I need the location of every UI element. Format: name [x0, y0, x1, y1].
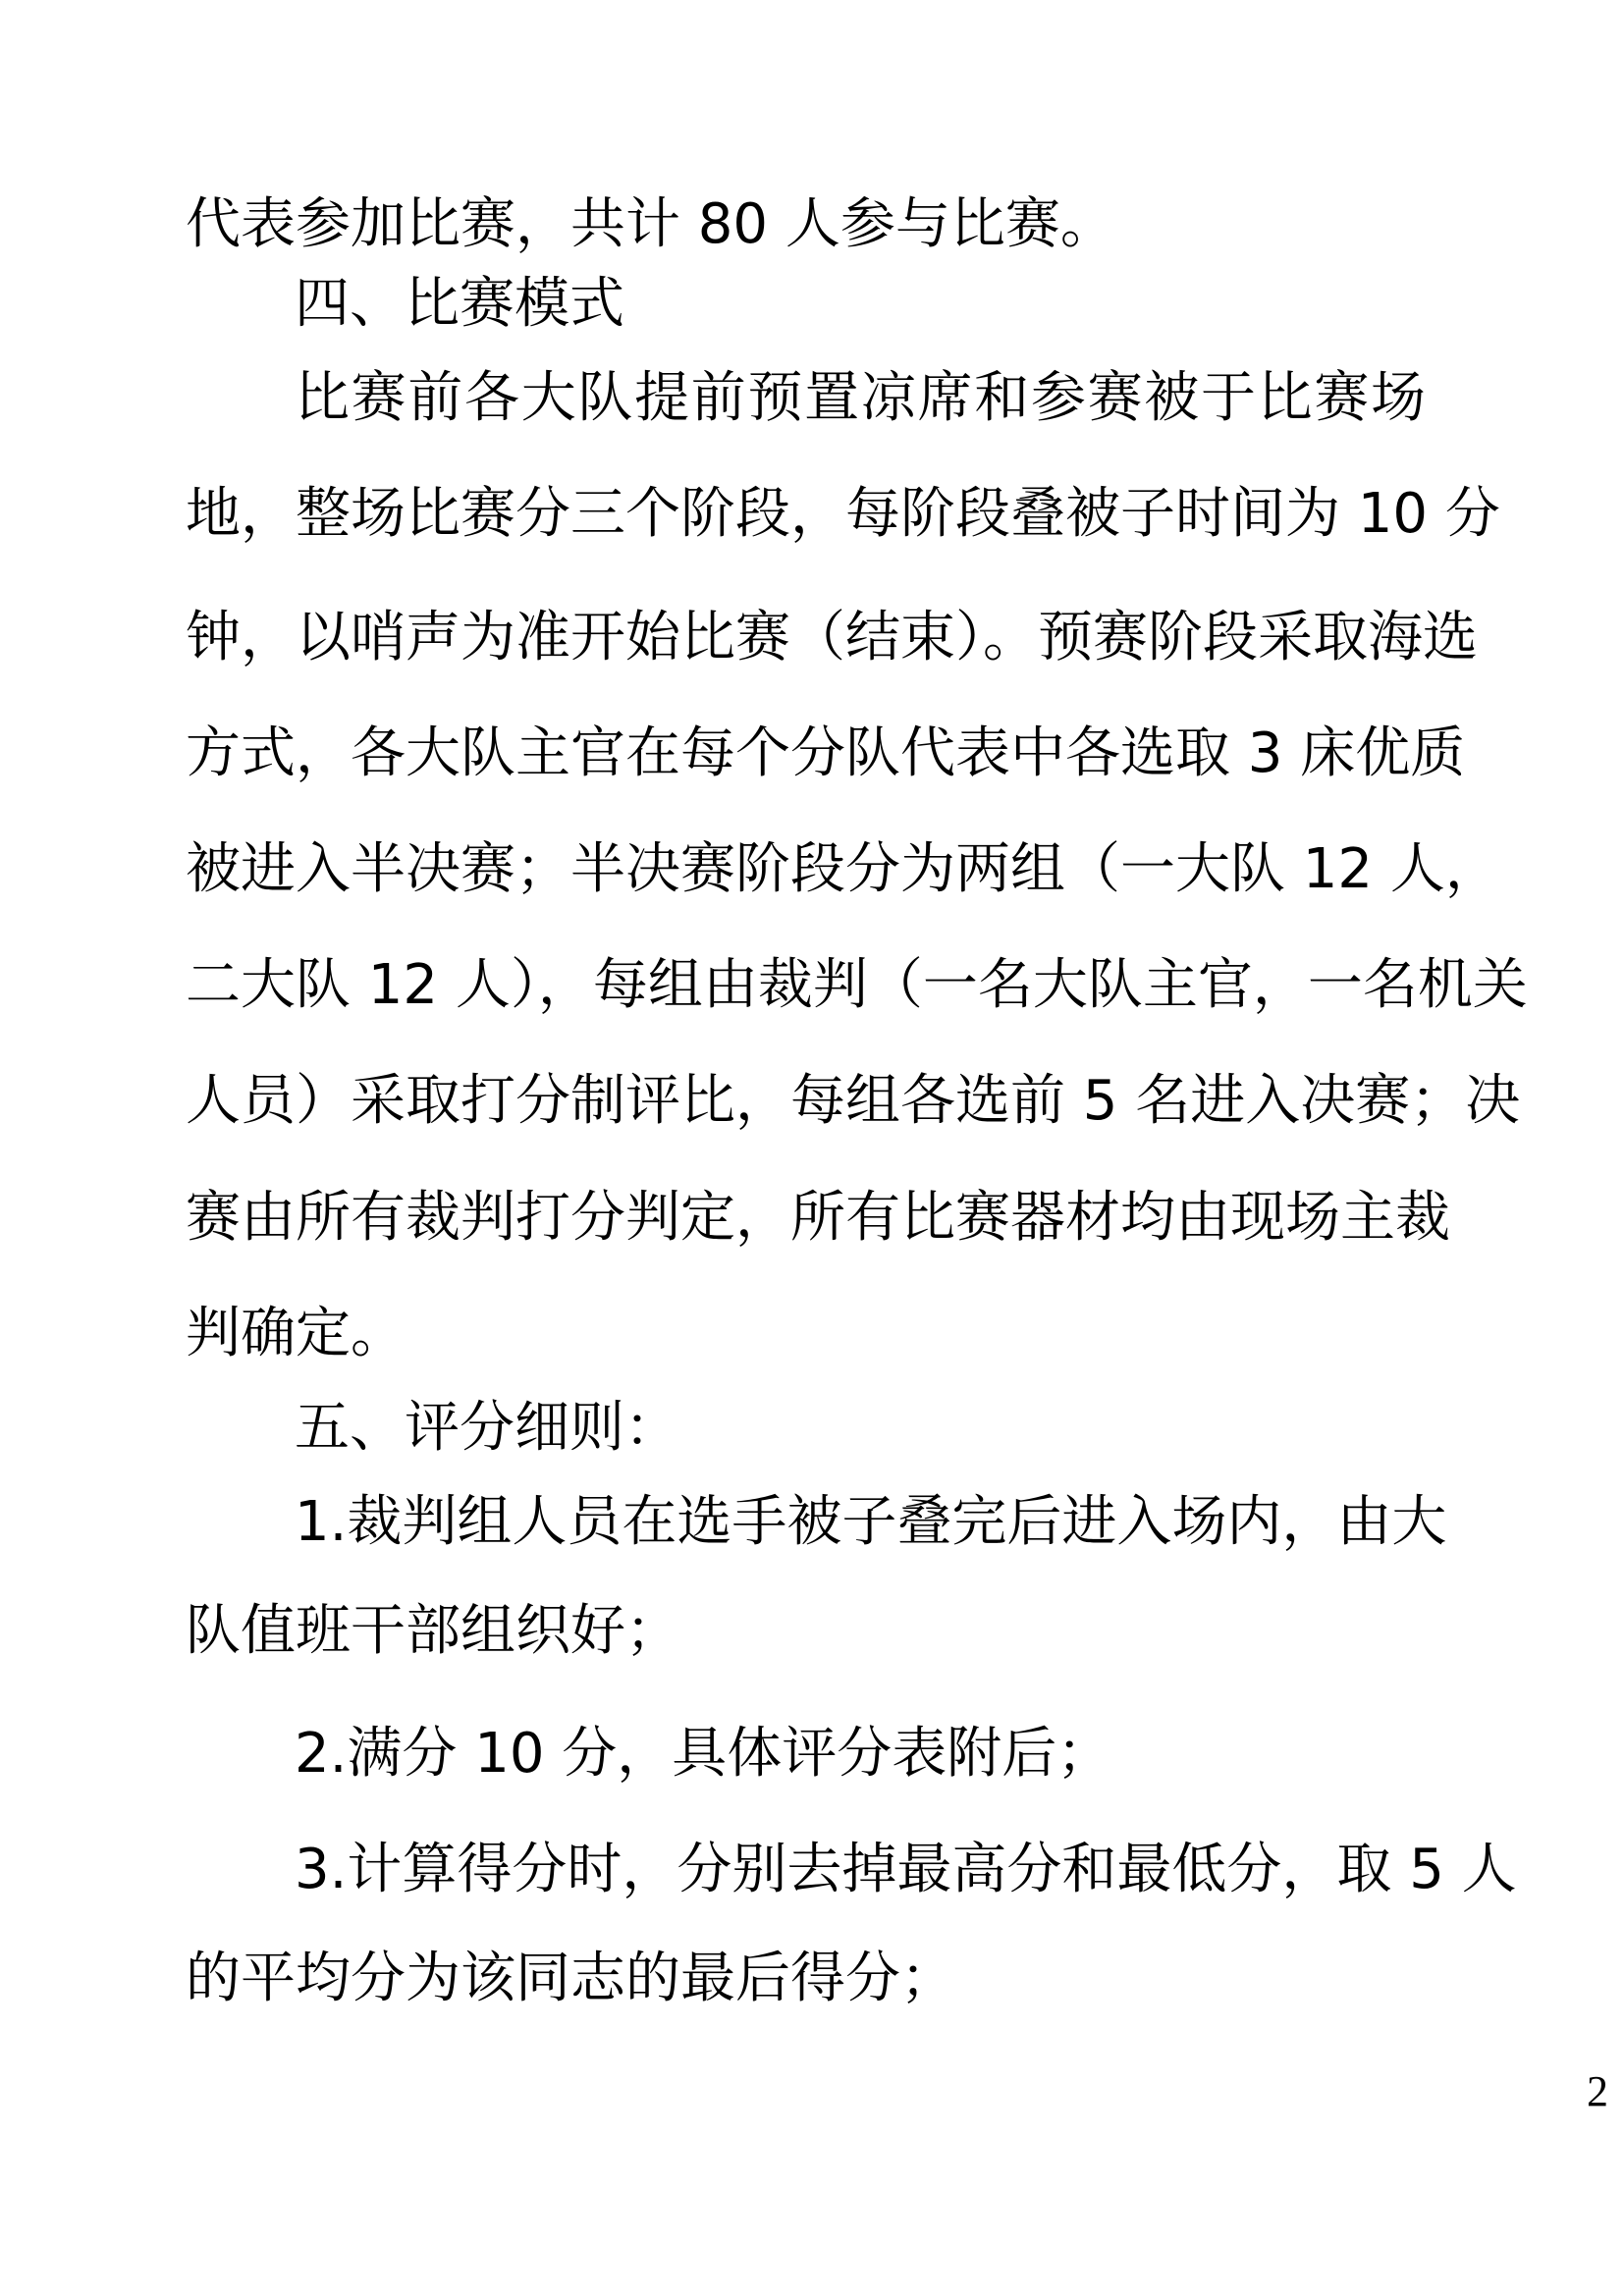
- body-text-line: 代表参加比赛，共计 80 人参与比赛。: [186, 192, 1115, 256]
- body-text-line: 判确定。: [186, 1302, 406, 1365]
- body-text-line: 赛由所有裁判打分判定，所有比赛器材均由现场主裁: [186, 1186, 1450, 1250]
- body-text-line: 地，整场比赛分三个阶段，每阶段叠被子时间为 10 分: [186, 482, 1500, 546]
- body-text-line: 二大队 12 人），每组由裁判（一名大队主官，一名机关: [186, 953, 1528, 1017]
- body-text-line: 钟，以哨声为准开始比赛（结束）。预赛阶段采取海选: [186, 606, 1478, 669]
- page-number: 2: [1587, 2067, 1608, 2115]
- body-text-line: 3.计算得分时，分别去掉最高分和最低分，取 5 人: [295, 1838, 1517, 1901]
- body-text-line: 比赛前各大队提前预置凉席和参赛被于比赛场: [295, 366, 1426, 430]
- body-text-line: 人员）采取打分制评比，每组各选前 5 名进入决赛；决: [186, 1069, 1521, 1133]
- section-heading: 四、比赛模式: [295, 272, 624, 336]
- section-heading: 五、评分细则：: [295, 1396, 679, 1460]
- body-text-line: 的平均分为该同志的最后得分；: [186, 1947, 955, 2010]
- body-text-line: 队值班干部组织好；: [186, 1599, 680, 1663]
- body-text-line: 1.裁判组人员在选手被子叠完后进入场内，由大: [295, 1490, 1447, 1554]
- body-text-line: 2.满分 10 分，具体评分表附后；: [295, 1722, 1112, 1786]
- body-text-line: 被进入半决赛；半决赛阶段分为两组（一大队 12 人，: [186, 837, 1500, 901]
- body-text-line: 方式，各大队主官在每个分队代表中各选取 3 床优质: [186, 721, 1466, 785]
